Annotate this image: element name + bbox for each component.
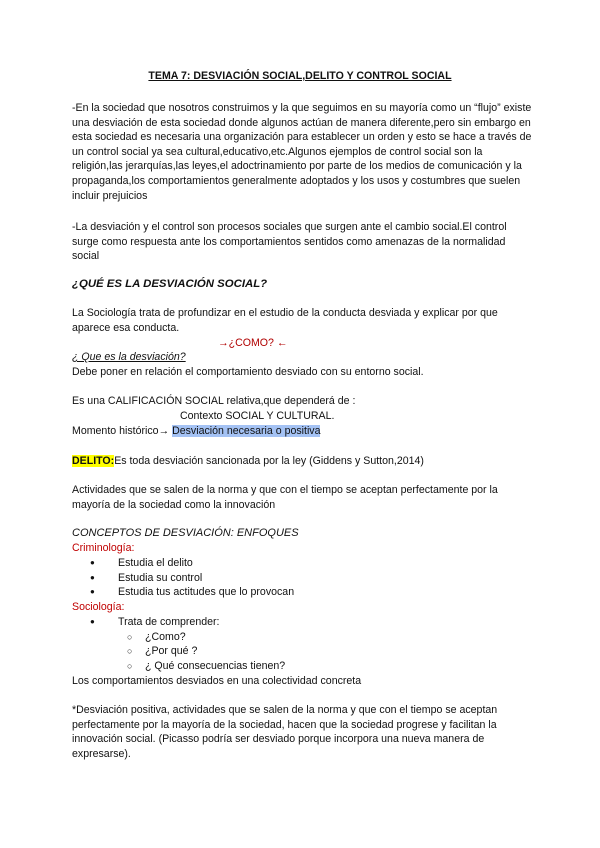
sociologia-list [72,615,532,673]
sociology-text: La Sociología trata de profundizar en el estudio de la conducta desviada y explicar por que aparece esa conducta. [72,307,498,334]
criminologia-label: Criminología: [72,542,135,554]
delito-text: Es toda desviación sancionada por la ley (Giddens y Sutton,2014) [114,455,424,467]
page-title: TEMA 7: DESVIACIÓN SOCIAL,DELITO Y CONTROL SOCIAL [148,70,452,82]
intro-text: -En la sociedad que nosotros construimos y la que seguimos en su mayoría como un “flujo” existe una desviación de esta sociedad donde algunos actúan de manera diferente,pero sin embargo en esta sociedad es necesaria una organización para establecer un orden y esto se hace a través de un control social ya sea cultural,educativo,etc.Algunos ejemplos de control social son la religión,las jerarquías,las leyes,el adoctrinamiento por parte de los medios de comunicación y la propaganda,los comportamientos generalmente adoptados y los usos y costumbres que suelen incluir prejuicios [72,102,532,202]
list-subitem: ○ ¿Por qué ? [72,644,532,659]
section-heading: ¿QUÉ ES LA DESVIACIÓN SOCIAL? [72,278,268,290]
list-subitem: ○ ¿ Qué consecuencias tienen? [72,659,532,674]
como-arrow-note: →¿COMO? ← [218,337,288,349]
list-subitem: ○ ¿Como? [72,630,532,645]
sociologia-label: Sociología: [72,601,125,613]
que-es-question: ¿ Que es la desviación? [72,351,186,363]
delito-line [72,454,532,469]
comportamientos-line: Los comportamientos desviados en una colectividad concreta [72,675,362,687]
actividades-paragraph [72,483,532,512]
actividades-text: Actividades que se salen de la norma y que con el tiempo se aceptan perfectamente por la mayoría de la sociedad como la innovación [72,484,498,511]
list-item: ● Estudia su control [72,571,532,586]
momento-line [72,424,532,439]
intro-paragraph [72,101,532,203]
conceptos-heading: CONCEPTOS DE DESVIACIÓN: ENFOQUES [72,527,299,539]
momento-highlight: Desviación necesaria o positiva [172,425,321,437]
second-text: -La desviación y el control son procesos sociales que surgen ante el cambio social.El control surge como respuesta ante los comportamientos sentidos como amenazas de la normalidad social [72,221,507,263]
debe-poner-line: Debe poner en relación el comportamiento desviado con su entorno social. [72,366,424,378]
criminologia-list [72,556,532,600]
contexto-line: Contexto SOCIAL Y CULTURAL. [180,410,335,422]
list-item: ● Estudia el delito [72,556,532,571]
list-item: ● Estudia tus actitudes que lo provocan [72,585,532,600]
sociology-paragraph [72,306,532,335]
momento-prefix: Momento histórico→ [72,425,173,437]
second-paragraph [72,220,532,264]
footnote-text: *Desviación positiva, actividades que se salen de la norma y que con el tiempo se aceptan perfectamente por la mayoría de la sociedad, hacen que la sociedad progrese y facilitan la innovación social. (Picasso podría ser desviado porque incorpora una nueva manera de expresarse). [72,704,498,760]
delito-label: DELITO: [72,455,115,467]
list-item: ● Trata de comprender: [72,615,532,630]
calificacion-line: Es una CALIFICACIÓN SOCIAL relativa,que dependerá de : [72,395,356,407]
footnote-paragraph [72,703,532,761]
